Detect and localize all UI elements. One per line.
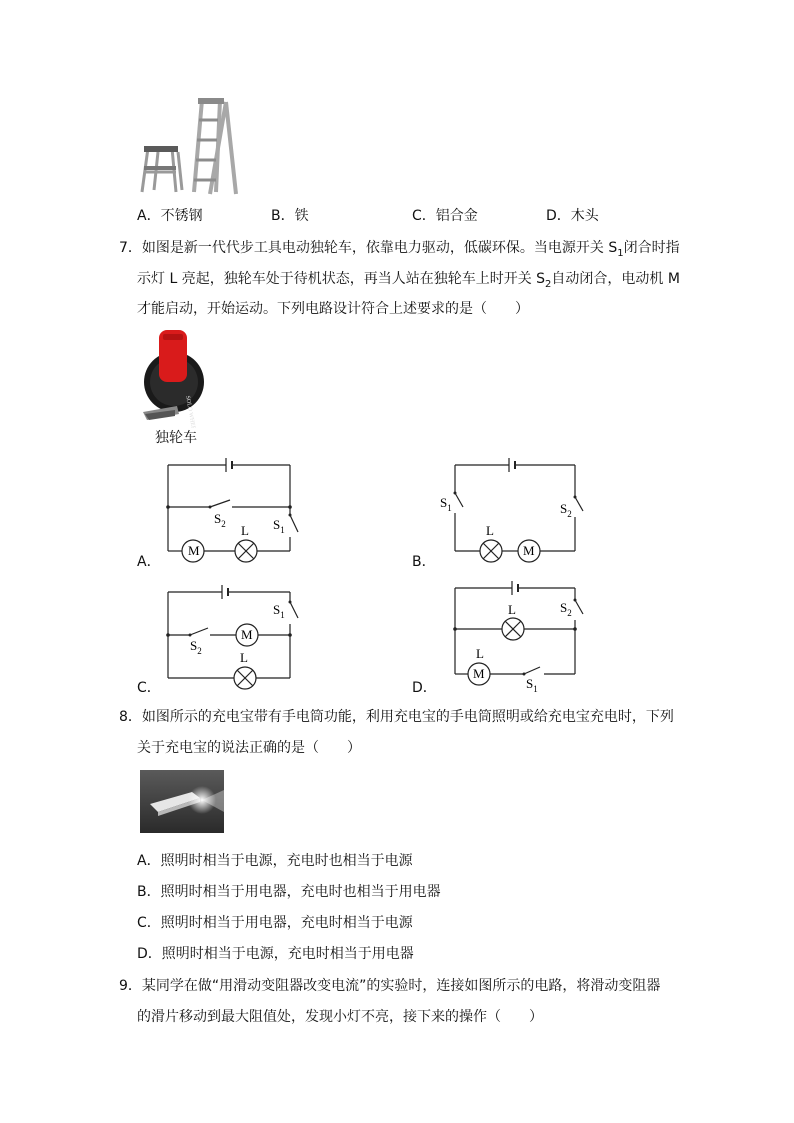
circuit-d <box>438 578 588 692</box>
q6-option-b[interactable]: B．铁 <box>271 208 309 224</box>
unicycle-brand-text: SOLO WHEEL <box>184 395 197 428</box>
q8-option-b[interactable]: B．照明时相当于用电器，充电时也相当于用电器 <box>137 884 441 900</box>
q6-option-d[interactable]: D．木头 <box>546 208 599 224</box>
circuit-b-motor-label: M <box>523 543 535 558</box>
q7-option-c[interactable]: C． <box>137 680 161 696</box>
q9-stem-line1: 9．某同学在做“用滑动变阻器改变电流”的实验时，连接如图所示的电路，将滑动变阻器 <box>119 978 661 994</box>
circuit-a-s2-label: $S_2$ <box>214 511 226 529</box>
q7-option-b[interactable]: B． <box>412 554 436 570</box>
circuit-c-motor-label: M <box>241 627 253 642</box>
circuit-d-lamp-label-1: L <box>508 602 516 617</box>
q6-option-c[interactable]: C．铝合金 <box>412 208 478 224</box>
circuit-d-s2-label: $S_2$ <box>560 600 572 618</box>
unicycle-image <box>139 326 209 428</box>
circuit-c-s1-label: $S_1$ <box>273 602 285 620</box>
q8-stem-line2: 关于充电宝的说法正确的是（ ） <box>137 740 361 756</box>
circuit-a <box>160 455 300 565</box>
circuit-a-motor-label: M <box>188 543 200 558</box>
circuit-b-s1-label: $S_1$ <box>440 495 452 513</box>
circuit-d-s1-label: $S_1$ <box>526 676 538 692</box>
circuit-d-lamp-label-2: L <box>476 646 484 661</box>
circuit-b-s2-label: $S_2$ <box>560 501 572 519</box>
circuit-d-motor-label: M <box>473 666 485 681</box>
q8-option-c[interactable]: C．照明时相当于用电器，充电时相当于电源 <box>137 915 413 931</box>
circuit-a-s1-label: $S_1$ <box>273 517 285 535</box>
circuit-b-lamp-label: L <box>486 523 494 538</box>
ladder-image <box>136 96 240 196</box>
circuit-b <box>438 455 588 565</box>
q8-stem-line1: 8．如图所示的充电宝带有手电筒功能，利用充电宝的手电筒照明或给充电宝充电时，下列 <box>119 709 674 725</box>
q8-option-a[interactable]: A．照明时相当于电源，充电时也相当于电源 <box>137 853 413 869</box>
q7-stem-line2: 示灯 L 亮起，独轮车处于待机状态，再当人站在独轮车上时开关 $S_2$自动闭合，电动机 M <box>137 271 680 290</box>
circuit-c-lamp-label: L <box>240 650 248 665</box>
circuit-a-lamp-label: L <box>241 523 249 538</box>
q7-option-a[interactable]: A． <box>137 554 161 570</box>
q6-option-a[interactable]: A．不锈钢 <box>137 208 203 224</box>
q7-option-d[interactable]: D． <box>412 680 437 696</box>
q7-stem-line1: 7．如图是新一代代步工具电动独轮车，依靠电力驱动，低碳环保。当电源开关 $S_1$闭合时指 <box>119 240 680 259</box>
circuit-c <box>160 582 300 692</box>
power-bank-image <box>140 770 224 833</box>
circuit-c-s2-label: $S_2$ <box>190 638 202 656</box>
unicycle-caption: 独轮车 <box>155 430 197 446</box>
q7-stem-line3: 才能启动，开始运动。下列电路设计符合上述要求的是（ ） <box>137 301 529 317</box>
q9-stem-line2: 的滑片移动到最大阻值处，发现小灯不亮，接下来的操作（ ） <box>137 1009 543 1025</box>
q8-option-d[interactable]: D．照明时相当于电源，充电时相当于用电器 <box>137 946 414 962</box>
